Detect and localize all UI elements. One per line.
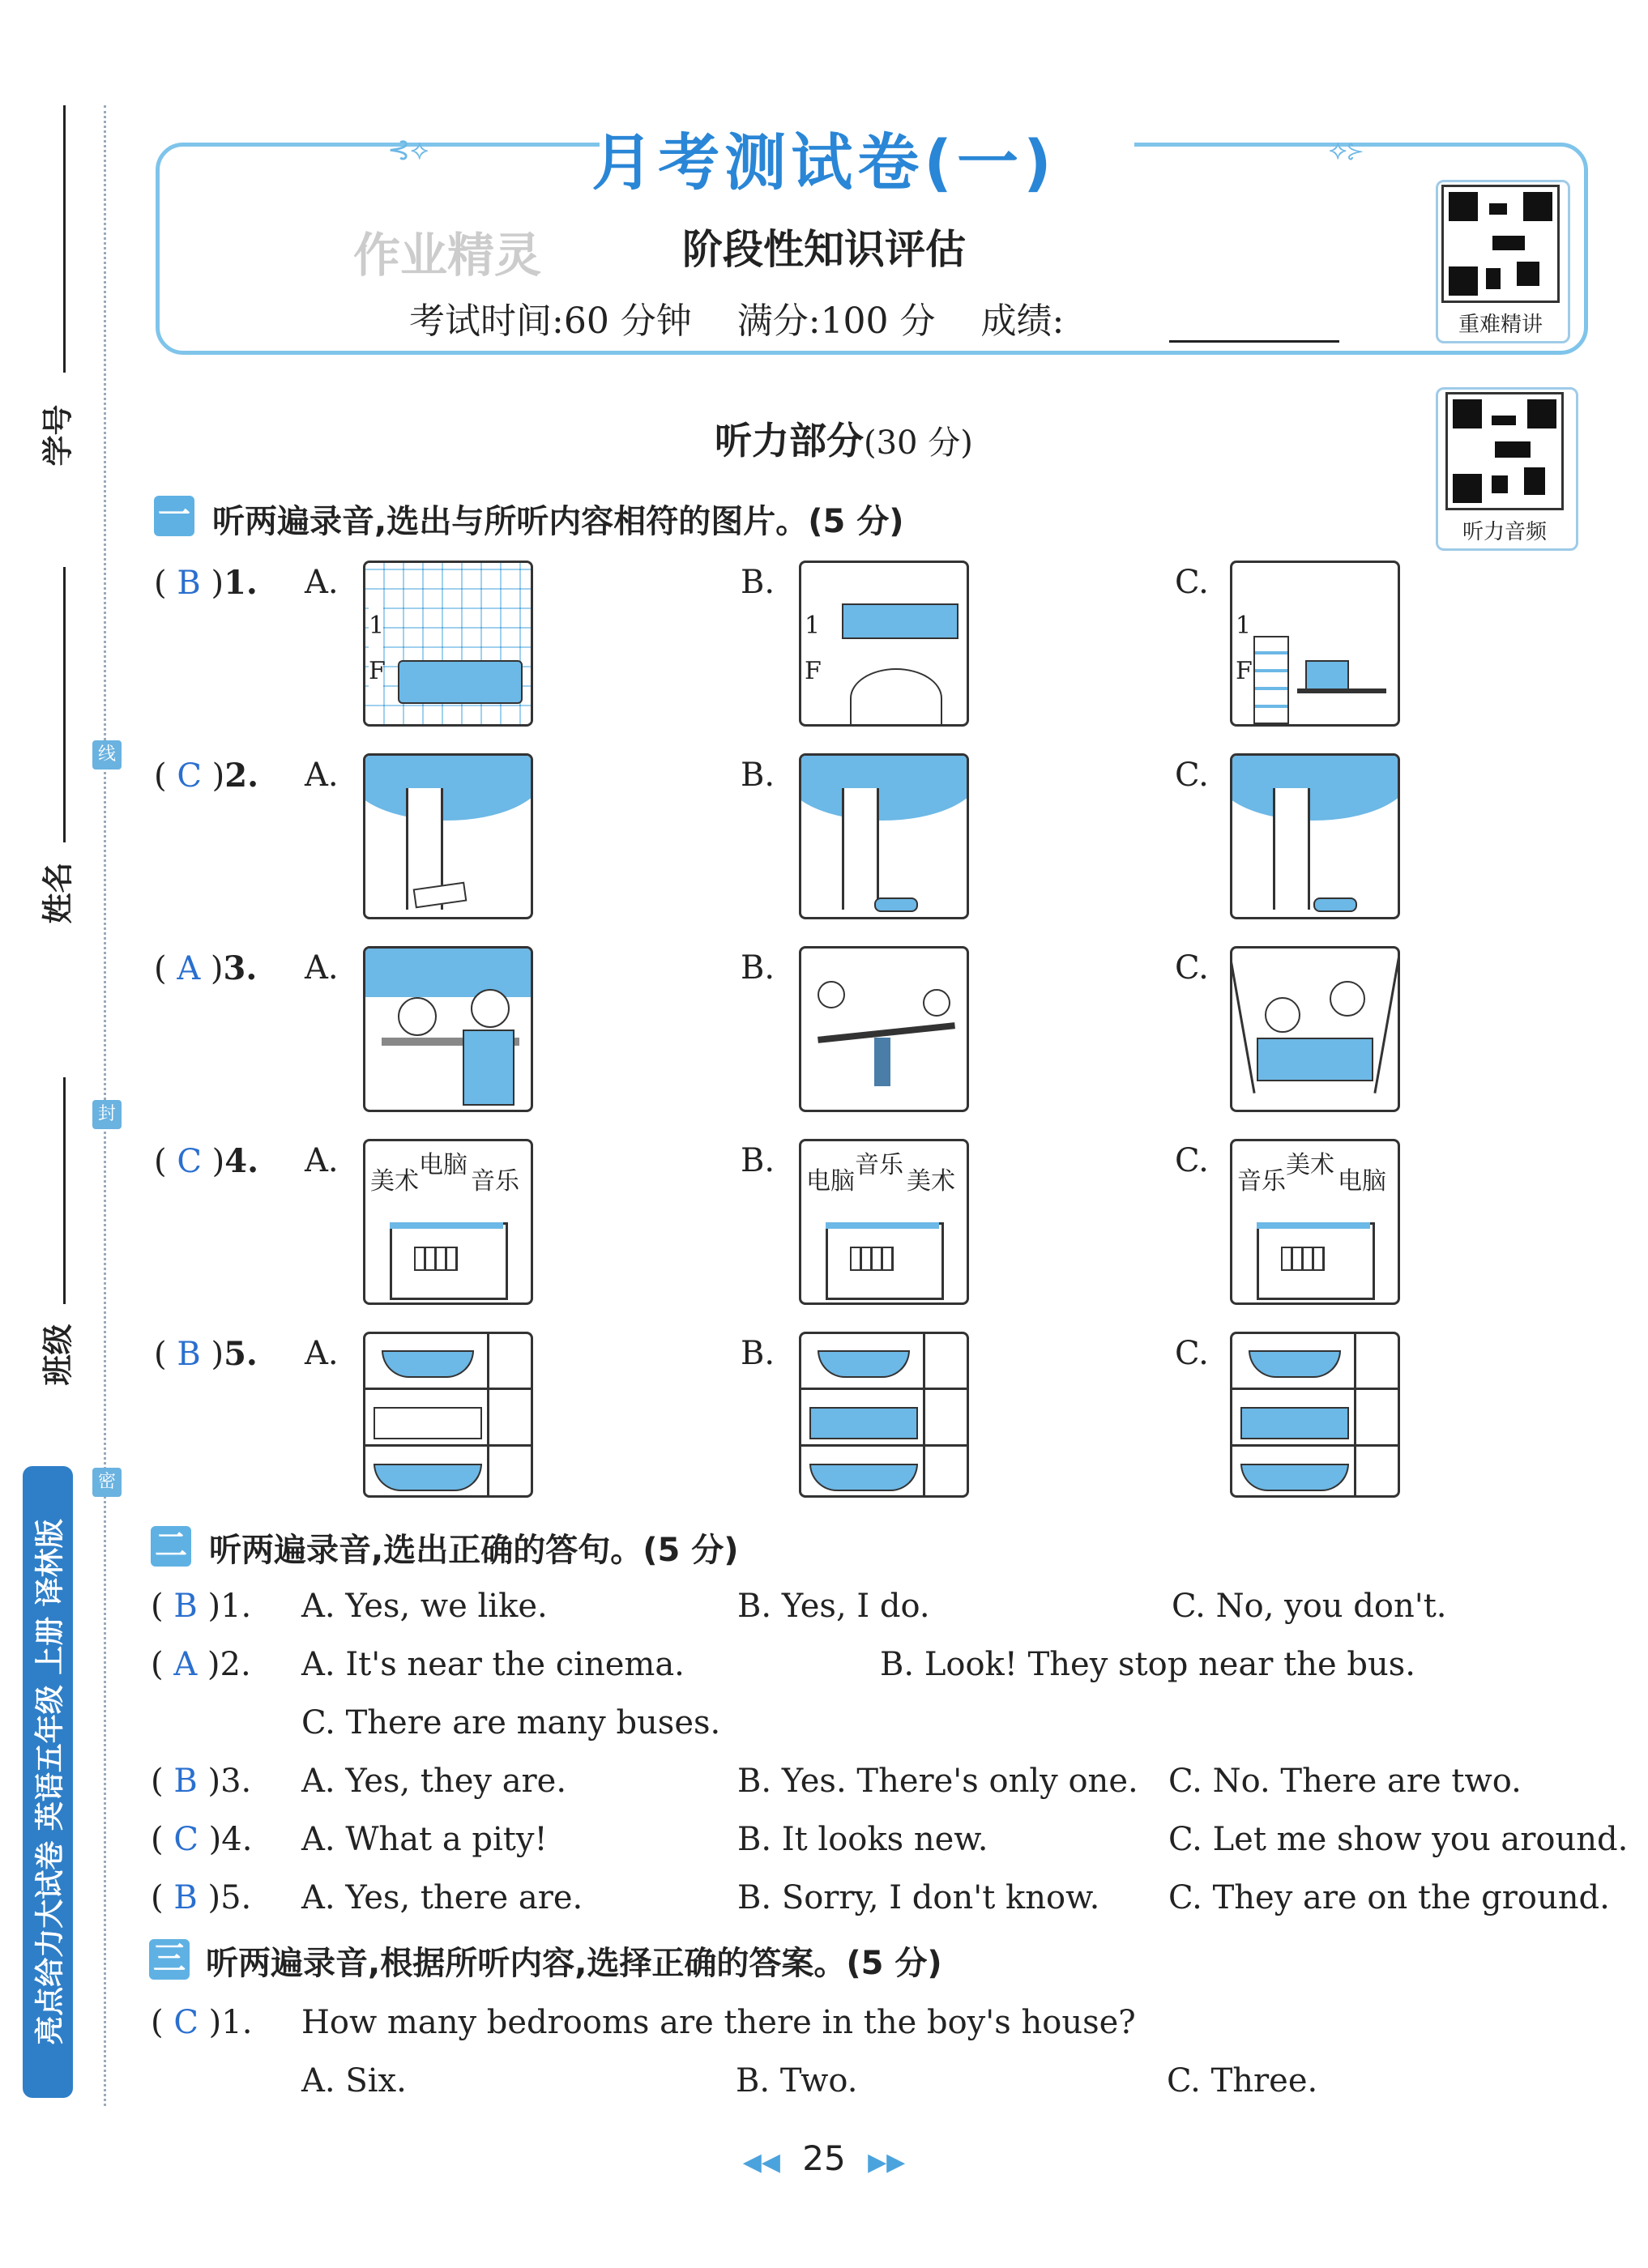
s1-q3-picture	[1230, 946, 1400, 1112]
s2-q3-num: 3.	[220, 1763, 252, 1800]
room-sign: 音乐	[1237, 1167, 1286, 1196]
class-label: 班级	[40, 1324, 76, 1386]
page-number-text: 25	[802, 2138, 846, 2178]
s2-q5-answer-letter: B	[173, 1879, 198, 1916]
name-line	[63, 567, 66, 842]
spine-text: 亮点给力大试卷 英语五年级 上册 译林版	[33, 1519, 67, 2045]
s1-q4-option-label: C.	[1175, 1142, 1209, 1179]
s2-q1-option-a: A. Yes, we like.	[301, 1588, 548, 1625]
s2-q2-answer: ( A )2.	[151, 1646, 251, 1683]
s1-q2-option-label: C.	[1175, 757, 1209, 794]
seal-close-mark: 密	[92, 1468, 122, 1497]
s1-q2-num: 2.	[224, 757, 259, 795]
s1-q4-option-label: B.	[741, 1142, 775, 1179]
s1-q4-picture	[1230, 1139, 1400, 1305]
s1-q2-picture	[799, 753, 969, 919]
s3-q1-num: 1.	[221, 2004, 253, 2041]
s1-q1-option-label: B.	[741, 564, 775, 601]
s2-q2-num: 2.	[220, 1646, 251, 1683]
s2-q5-option-a: A. Yes, there are.	[301, 1879, 583, 1916]
book-spine	[23, 1466, 73, 2098]
s2-q4-answer-letter: C	[173, 1821, 199, 1858]
room-sign: 电脑	[1338, 1167, 1386, 1196]
s3-q1-answer: ( C )1.	[151, 2004, 253, 2041]
listening-title	[715, 411, 973, 465]
s3-q1-option-a: A. Six.	[301, 2062, 407, 2100]
s2-q1-option-c: C. No, you don't.	[1172, 1588, 1447, 1625]
s2-q2-answer-letter: A	[173, 1646, 198, 1683]
s1-q4-picture	[799, 1139, 969, 1305]
section2-instruction: 听两遍录音,选出正确的答句。(5 分)	[209, 1532, 739, 1569]
s1-q4-answer-letter: C	[177, 1143, 202, 1180]
s3-q1-option-c: C. Three.	[1167, 2062, 1318, 2100]
grade-blank	[1169, 340, 1339, 343]
room-sign: 美术	[907, 1167, 955, 1196]
class-line	[63, 1077, 66, 1304]
qr-code-icon[interactable]	[1441, 185, 1560, 303]
s1-q2-picture	[1230, 753, 1400, 919]
room-sign: 电脑	[806, 1167, 855, 1196]
s3-q1-answer-letter: C	[173, 2004, 199, 2041]
s2-q2-option-c: C. There are many buses.	[301, 1704, 721, 1742]
s3-q1-question: How many bedrooms are there in the boy's house?	[301, 2004, 1136, 2041]
s2-q5-num: 5.	[220, 1879, 252, 1916]
section3-number: 三	[149, 1939, 190, 1980]
section1-instruction: 听两遍录音,选出与所听内容相符的图片。(5 分)	[212, 503, 904, 540]
s1-q5-answer: ( B )5.	[154, 1335, 258, 1373]
s1-q2-option-label: A.	[305, 757, 339, 794]
qr-code-icon[interactable]	[1445, 392, 1564, 510]
room-sign: 音乐	[471, 1167, 519, 1196]
s3-q1-option-b: B. Two.	[736, 2062, 858, 2100]
s2-q5-answer: ( B )5.	[151, 1879, 252, 1916]
s1-q2-picture	[363, 753, 533, 919]
seal-seal-mark: 封	[92, 1100, 122, 1129]
s2-q3-option-c: C. No. There are two.	[1168, 1763, 1522, 1800]
s2-q4-num: 4.	[221, 1821, 253, 1858]
s2-q2-option-a: A. It's near the cinema.	[301, 1646, 685, 1683]
s1-q4-picture	[363, 1139, 533, 1305]
name-label: 姓名	[40, 862, 76, 924]
s2-q1-num: 1.	[220, 1588, 252, 1625]
s1-q4-num: 4.	[224, 1142, 259, 1180]
s1-q5-picture	[799, 1332, 969, 1498]
s1-q1-option-label: A.	[305, 564, 339, 601]
s2-q3-answer-letter: B	[173, 1763, 198, 1800]
section3-instruction: 听两遍录音,根据所听内容,选择正确的答案。(5 分)	[206, 1945, 942, 1982]
s2-q4-option-a: A. What a pity!	[301, 1821, 548, 1858]
s2-q2-option-b: B. Look! They stop near the bus.	[880, 1646, 1415, 1683]
s1-q4-answer: ( C )4.	[154, 1142, 259, 1180]
next-arrow-icon: ▶▶	[868, 2148, 906, 2176]
floor-sign: 1F	[805, 603, 819, 694]
section1-number: 一	[154, 496, 194, 536]
watermark: 作业精灵	[353, 228, 542, 283]
s1-q2-answer-letter: C	[177, 757, 202, 795]
s2-q5-option-b: B. Sorry, I don't know.	[737, 1879, 1100, 1916]
right-ornament: ⟡⊱	[1329, 134, 1364, 166]
page-subtitle: 阶段性知识评估	[682, 226, 966, 273]
room-sign: 美术	[1286, 1151, 1334, 1179]
s2-q3-option-b: B. Yes. There's only one.	[737, 1763, 1138, 1800]
seal-line-mark: 线	[92, 740, 122, 770]
s2-q3-option-a: A. Yes, they are.	[301, 1763, 567, 1800]
room-sign: 音乐	[855, 1151, 903, 1179]
listening-title-text: 听力部分	[715, 419, 864, 463]
s1-q1-option-label: C.	[1175, 564, 1209, 601]
qr1-caption: 重难精讲	[1458, 313, 1543, 337]
section2-number: 二	[151, 1526, 191, 1567]
left-ornament: ⊰⟡	[387, 134, 429, 166]
s1-q5-picture	[1230, 1332, 1400, 1498]
s1-q3-answer-letter: A	[177, 950, 201, 987]
s1-q5-option-label: C.	[1175, 1335, 1209, 1372]
s2-q4-option-b: B. It looks new.	[737, 1821, 988, 1858]
room-sign: 电脑	[419, 1151, 468, 1179]
s2-q1-option-b: B. Yes, I do.	[737, 1588, 930, 1625]
s1-q5-answer-letter: B	[177, 1336, 201, 1373]
s2-q4-option-c: C. Let me show you around.	[1168, 1821, 1629, 1858]
qr2-caption: 听力音频	[1462, 520, 1547, 544]
listening-points: (30 分)	[864, 424, 973, 462]
s1-q5-num: 5.	[224, 1335, 258, 1373]
s2-q4-answer: ( C )4.	[151, 1821, 253, 1858]
page-number	[0, 2138, 1648, 2178]
room-sign: 美术	[370, 1167, 419, 1196]
s1-q3-option-label: C.	[1175, 949, 1209, 987]
floor-sign: 1F	[1236, 603, 1250, 694]
s1-q2-answer: ( C )2.	[154, 757, 259, 795]
s2-q5-option-c: C. They are on the ground.	[1168, 1879, 1610, 1916]
s1-q1-picture	[1230, 561, 1400, 727]
s1-q1-answer: ( B )1.	[154, 564, 258, 602]
s2-q1-answer-letter: B	[173, 1588, 198, 1625]
s1-q3-picture	[799, 946, 969, 1112]
s1-q1-picture	[363, 561, 533, 727]
s1-q1-picture	[799, 561, 969, 727]
s1-q2-option-label: B.	[741, 757, 775, 794]
s1-q3-option-label: A.	[305, 949, 339, 987]
exam-info: 考试时间:60 分钟 满分:100 分 成绩:	[409, 301, 1065, 342]
s1-q3-option-label: B.	[741, 949, 775, 987]
page-title: 月考测试卷(一)	[591, 126, 1057, 198]
s1-q5-picture	[363, 1332, 533, 1498]
s1-q3-answer: ( A )3.	[154, 949, 258, 987]
s1-q4-option-label: A.	[305, 1142, 339, 1179]
floor-sign: 1F	[369, 603, 383, 694]
s1-q5-option-label: A.	[305, 1335, 339, 1372]
student-id-label: 学号	[40, 404, 76, 467]
s2-q1-answer: ( B )1.	[151, 1588, 252, 1625]
s1-q1-answer-letter: B	[177, 565, 201, 602]
s1-q3-picture	[363, 946, 533, 1112]
s2-q3-answer: ( B )3.	[151, 1763, 252, 1800]
s1-q1-num: 1.	[224, 564, 258, 602]
prev-arrow-icon: ◀◀	[742, 2148, 780, 2176]
s1-q3-num: 3.	[223, 949, 258, 987]
s1-q5-option-label: B.	[741, 1335, 775, 1372]
